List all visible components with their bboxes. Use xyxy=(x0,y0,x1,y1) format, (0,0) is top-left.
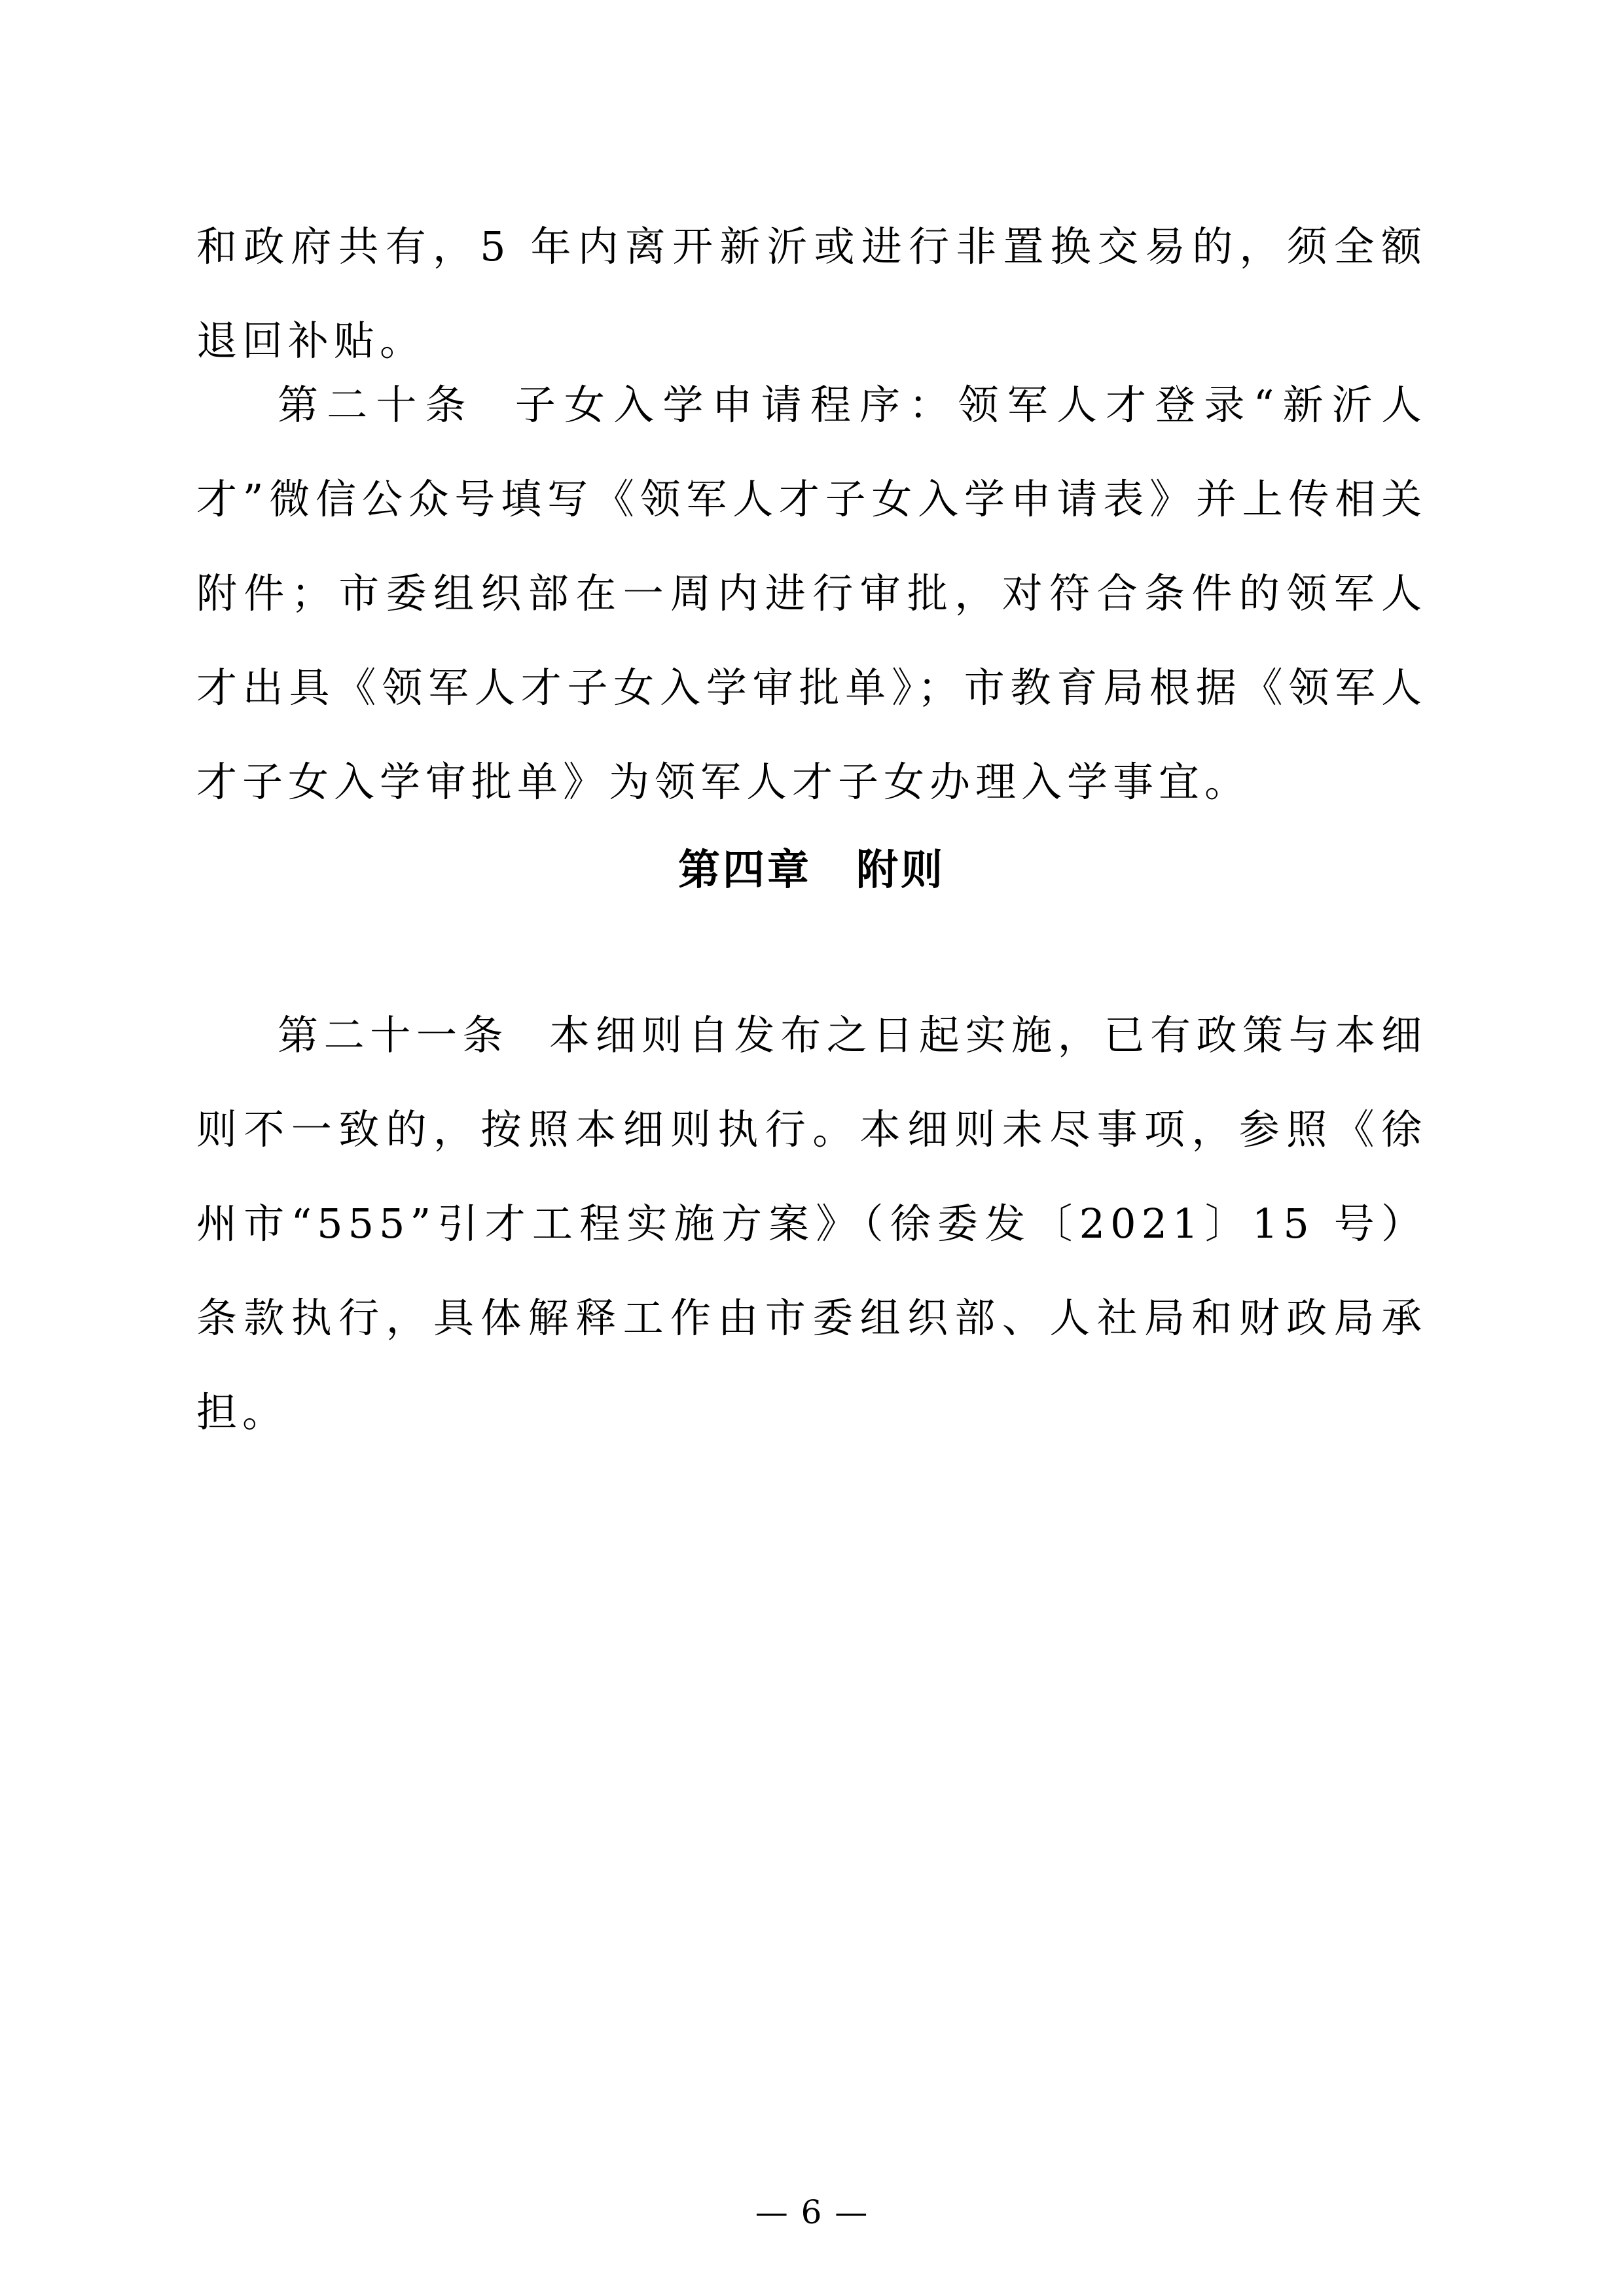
paragraph-continued: 和政府共有，5 年内离开新沂或进行非置换交易的，须全额退回补贴。 xyxy=(196,223,1427,365)
article-20-paragraph xyxy=(196,358,1427,829)
page-number: — 6 — xyxy=(755,2193,869,2231)
article-20-number: 第二十条 xyxy=(278,381,475,429)
article-21-number: 第二十一条 xyxy=(278,1011,509,1059)
article-20-text: 子女入学申请程序：领军人才登录“新沂人才”微信公众号填写《领军人才子女入学申请表》并上传相关附件；市委组织部在一周内进行审批，对符合条件的领军人才出具《领军人才子女入学审批单》；市教育局根据《领军人才子女入学审批单》为领军人才子女办理入学事宜。 xyxy=(196,381,1427,806)
article-21-paragraph xyxy=(196,988,1427,1460)
chapter-title: 第四章 附则 xyxy=(678,846,945,895)
article-21-text: 本细则自发布之日起实施，已有政策与本细则不一致的，按照本细则执行。本细则未尽事项，参照《徐州市“555”引才工程实施方案》（徐委发〔2021〕15 号）条款执行，具体解释工作由市委组织部、人社局和财政局承担。 xyxy=(196,1011,1427,1436)
